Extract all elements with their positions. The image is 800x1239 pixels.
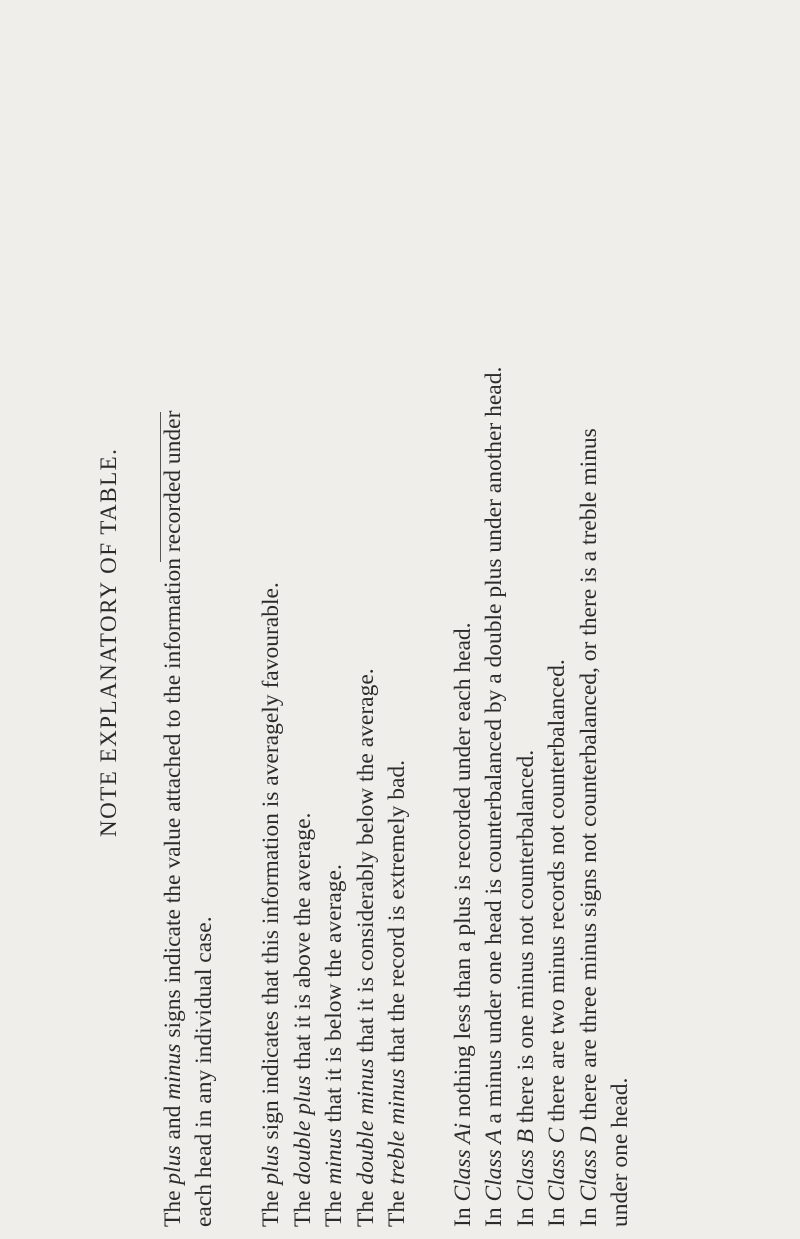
sign-line: The plus sign indicates that this information is averagely favourable. — [258, 582, 284, 1227]
class-term: Class Ai — [449, 1122, 476, 1202]
classes-list — [448, 12, 637, 1227]
class-line: In Class A a minus under one head is counterbalanced by a double plus under another head. — [481, 366, 507, 1227]
sign-term: double plus — [289, 1075, 316, 1185]
intro-paragraph — [158, 12, 220, 1227]
sign-term: plus — [258, 1145, 284, 1185]
class-line: In Class B there is one minus not counterbalanced. — [512, 749, 539, 1227]
sign-term: minus — [321, 1128, 347, 1185]
page-title: NOTE EXPLANATORY OF TABLE. — [96, 447, 121, 837]
intro-plus-term: plus — [160, 1145, 186, 1185]
class-line: In Class C there are two minus records not counterbalanced. — [544, 659, 570, 1227]
intro-line-1 — [158, 12, 189, 1227]
signs-list — [256, 12, 414, 1227]
intro-minus-term: minus — [160, 1043, 186, 1100]
class-line: In Class D there are three minus signs not counterbalanced, or there is a treble minus — [575, 428, 602, 1227]
intro-mid: and — [160, 1099, 186, 1146]
class-last-line: under one head. — [607, 1077, 633, 1227]
intro-pre: The — [160, 1184, 186, 1227]
sign-term: double minus — [352, 1058, 379, 1185]
sign-line: The double plus that it is above the average. — [289, 812, 316, 1227]
class-line: In Class Ai nothing less than a plus is recorded under each head. — [449, 622, 476, 1227]
class-term: Class D — [575, 1126, 602, 1202]
sign-term: treble minus — [384, 1068, 410, 1185]
sign-line: The minus that it is below the average. — [321, 864, 347, 1227]
sign-line: The treble minus that the record is extremely bad. — [384, 759, 410, 1227]
note-content — [96, 12, 637, 1227]
class-term: Class B — [512, 1129, 539, 1202]
intro-line-2: each head in any individual case. — [191, 916, 217, 1227]
divider-rule — [160, 412, 161, 562]
class-term: Class C — [544, 1127, 570, 1202]
sign-line: The double minus that it is considerably below the average. — [352, 668, 379, 1227]
class-term: Class A — [481, 1129, 507, 1202]
intro-rest-1: signs indicate the value attached to the information recorded under — [160, 410, 186, 1044]
